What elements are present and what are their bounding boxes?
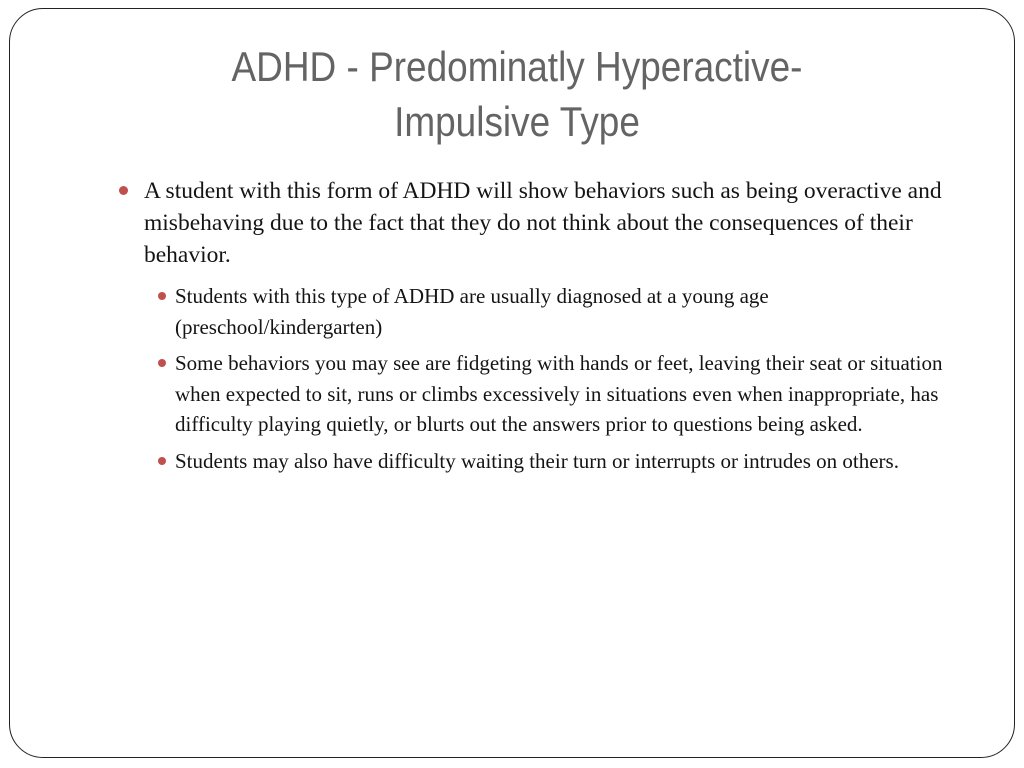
slide xyxy=(9,8,1015,758)
sub-bullet-item xyxy=(175,446,965,477)
sub-bullet-text: Students may also have difficulty waiting their turn or interrupts or intrudes on others. xyxy=(175,448,899,473)
slide-title: ADHD - Predominatly Hyperactive-Impulsive Type xyxy=(231,43,803,145)
sub-bullet-dot-icon xyxy=(158,457,166,465)
sub-bullet-dot-icon xyxy=(158,292,166,300)
sub-bullet-item xyxy=(175,281,965,342)
sub-bullet-dot-icon xyxy=(158,359,166,367)
slide-body xyxy=(10,175,1016,476)
sub-bullet-text: Some behaviors you may see are fidgeting with hands or feet, leaving their seat or situation when expected to sit, runs or climbs excessively in situations even when inappropriate, has difficulty playing quietly, or blurts out the answers prior to questions being asked. xyxy=(175,351,943,436)
bullet-item xyxy=(144,175,952,271)
sub-bullet-text: Students with this type of ADHD are usually diagnosed at a young age (preschool/kindergarten) xyxy=(175,284,769,339)
bullet-dot-icon xyxy=(119,186,128,195)
sub-bullet-item xyxy=(175,348,965,440)
bullet-text: A student with this form of ADHD will show behaviors such as being overactive and misbehaving due to the fact that they do not think about the consequences of their behavior. xyxy=(144,178,942,268)
